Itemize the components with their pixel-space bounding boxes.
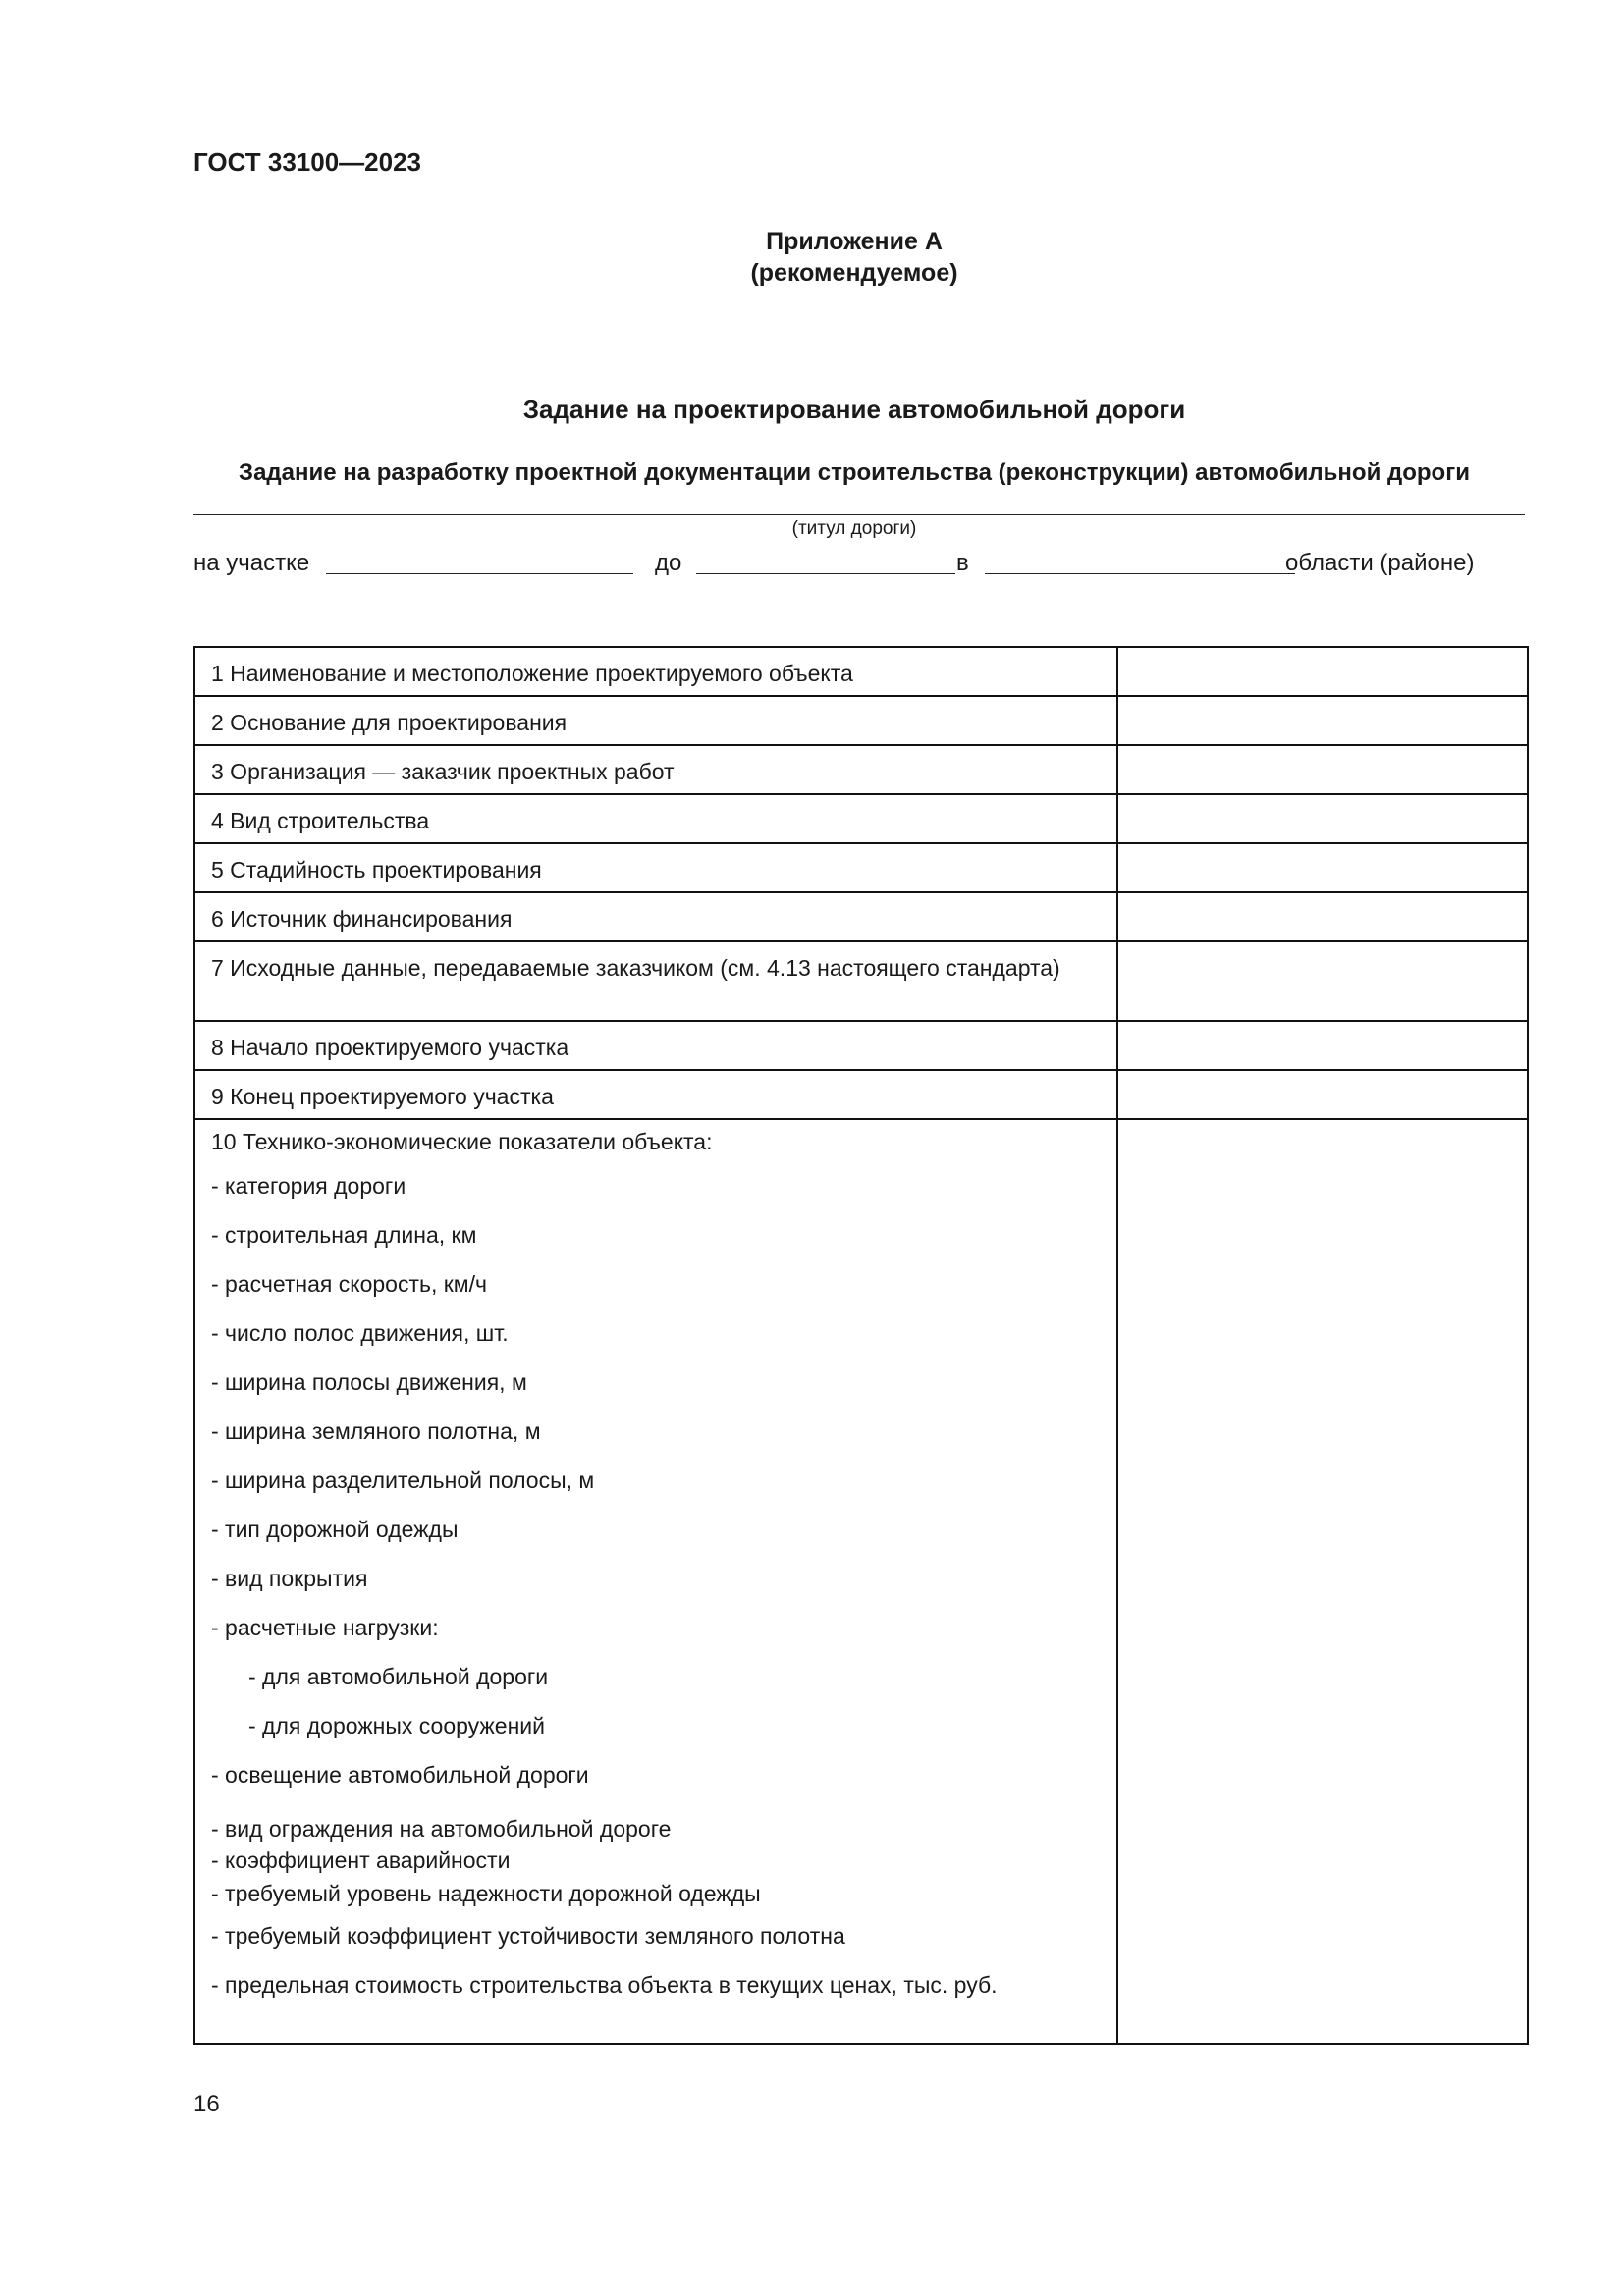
row-value-cell[interactable] xyxy=(1117,794,1528,843)
to-label: до xyxy=(655,550,682,576)
indicator-subitem: - для дорожных сооружений xyxy=(248,1713,545,1738)
row-label: 4 Вид строительства xyxy=(194,794,1117,843)
indicator-item: - вид ограждения на автомобильной дороге xyxy=(211,1816,672,1842)
table-row xyxy=(194,1070,1528,1119)
road-title-blank[interactable] xyxy=(193,514,1525,515)
page-number: 16 xyxy=(193,2091,220,2117)
design-task-table xyxy=(193,646,1529,2045)
indicator-subitem: - для автомобильной дороги xyxy=(248,1664,549,1689)
indicator-item: - строительная длина, км xyxy=(211,1222,477,1248)
row-label: 6 Источник финансирования xyxy=(194,892,1117,941)
indicator-item: - ширина полосы движения, м xyxy=(211,1369,527,1395)
appendix-title: Приложение А xyxy=(766,228,943,255)
section-end-blank[interactable] xyxy=(696,573,955,574)
row-value-cell[interactable] xyxy=(1117,696,1528,745)
row-value-cell[interactable] xyxy=(1117,941,1528,1021)
section-line xyxy=(193,550,1529,583)
table-row xyxy=(194,745,1528,794)
indicator-item: - предельная стоимость строительства объекта в текущих ценах, тыс. руб. xyxy=(211,1972,998,1998)
indicator-item: - ширина земляного полотна, м xyxy=(211,1418,541,1444)
row-label: 2 Основание для проектирования xyxy=(194,696,1117,745)
table-row-indicators xyxy=(194,1119,1528,2044)
table-row xyxy=(194,892,1528,941)
indicator-item: - расчетная скорость, км/ч xyxy=(211,1271,487,1297)
indicator-item: - расчетные нагрузки: xyxy=(211,1615,439,1640)
region-label: области (районе) xyxy=(1285,550,1475,576)
indicator-item: - требуемый коэффициент устойчивости земляного полотна xyxy=(211,1923,845,1949)
table-row xyxy=(194,941,1528,1021)
road-title-caption: (титул дороги) xyxy=(791,518,917,539)
section-start-blank[interactable] xyxy=(326,573,633,574)
document-code: ГОСТ 33100—2023 xyxy=(193,147,421,177)
row-value-cell[interactable] xyxy=(1117,1021,1528,1070)
row-label: 8 Начало проектируемого участка xyxy=(194,1021,1117,1070)
table-row xyxy=(194,647,1528,696)
row-label: 5 Стадийность проектирования xyxy=(194,843,1117,892)
indicator-item: - ширина разделительной полосы, м xyxy=(211,1468,595,1493)
row-value-cell[interactable] xyxy=(1117,1070,1528,1119)
row-value-cell[interactable] xyxy=(1117,843,1528,892)
indicator-item: - коэффициент аварийности xyxy=(211,1847,511,1873)
table-row xyxy=(194,696,1528,745)
row-value-cell[interactable] xyxy=(1117,892,1528,941)
form-title: Задание на проектирование автомобильной дороги xyxy=(522,395,1186,424)
indicator-item: - требуемый уровень надежности дорожной одежды xyxy=(211,1881,761,1906)
row-label: 1 Наименование и местоположение проектируемого объекта xyxy=(194,647,1117,696)
row-value-cell[interactable] xyxy=(1117,647,1528,696)
indicator-item: - освещение автомобильной дороги xyxy=(211,1762,589,1788)
indicators-cell xyxy=(194,1119,1117,2044)
row-value-cell[interactable] xyxy=(1117,745,1528,794)
in-label: в xyxy=(956,550,969,576)
indicator-item: - число полос движения, шт. xyxy=(211,1320,509,1346)
indicator-item: - категория дороги xyxy=(211,1173,406,1199)
indicator-item: - тип дорожной одежды xyxy=(211,1517,459,1542)
form-subtitle: Задание на разработку проектной документации строительства (реконструкции) автомобильной дороги xyxy=(239,459,1470,486)
appendix-heading xyxy=(0,226,1624,289)
table-row xyxy=(194,1021,1528,1070)
row-label: 7 Исходные данные, передаваемые заказчиком (см. 4.13 настоящего стандарта) xyxy=(194,941,1117,1021)
table-row xyxy=(194,843,1528,892)
indicator-item: - вид покрытия xyxy=(211,1566,368,1591)
row-label: 9 Конец проектируемого участка xyxy=(194,1070,1117,1119)
row-label: 3 Организация — заказчик проектных работ xyxy=(194,745,1117,794)
indicators-value-cell[interactable] xyxy=(1117,1119,1528,2044)
table-row xyxy=(194,794,1528,843)
on-section-label: на участке xyxy=(193,550,310,576)
appendix-status: (рекомендуемое) xyxy=(750,259,958,287)
region-blank[interactable] xyxy=(985,573,1295,574)
indicators-heading: 10 Технико-экономические показатели объекта: xyxy=(211,1129,713,1154)
